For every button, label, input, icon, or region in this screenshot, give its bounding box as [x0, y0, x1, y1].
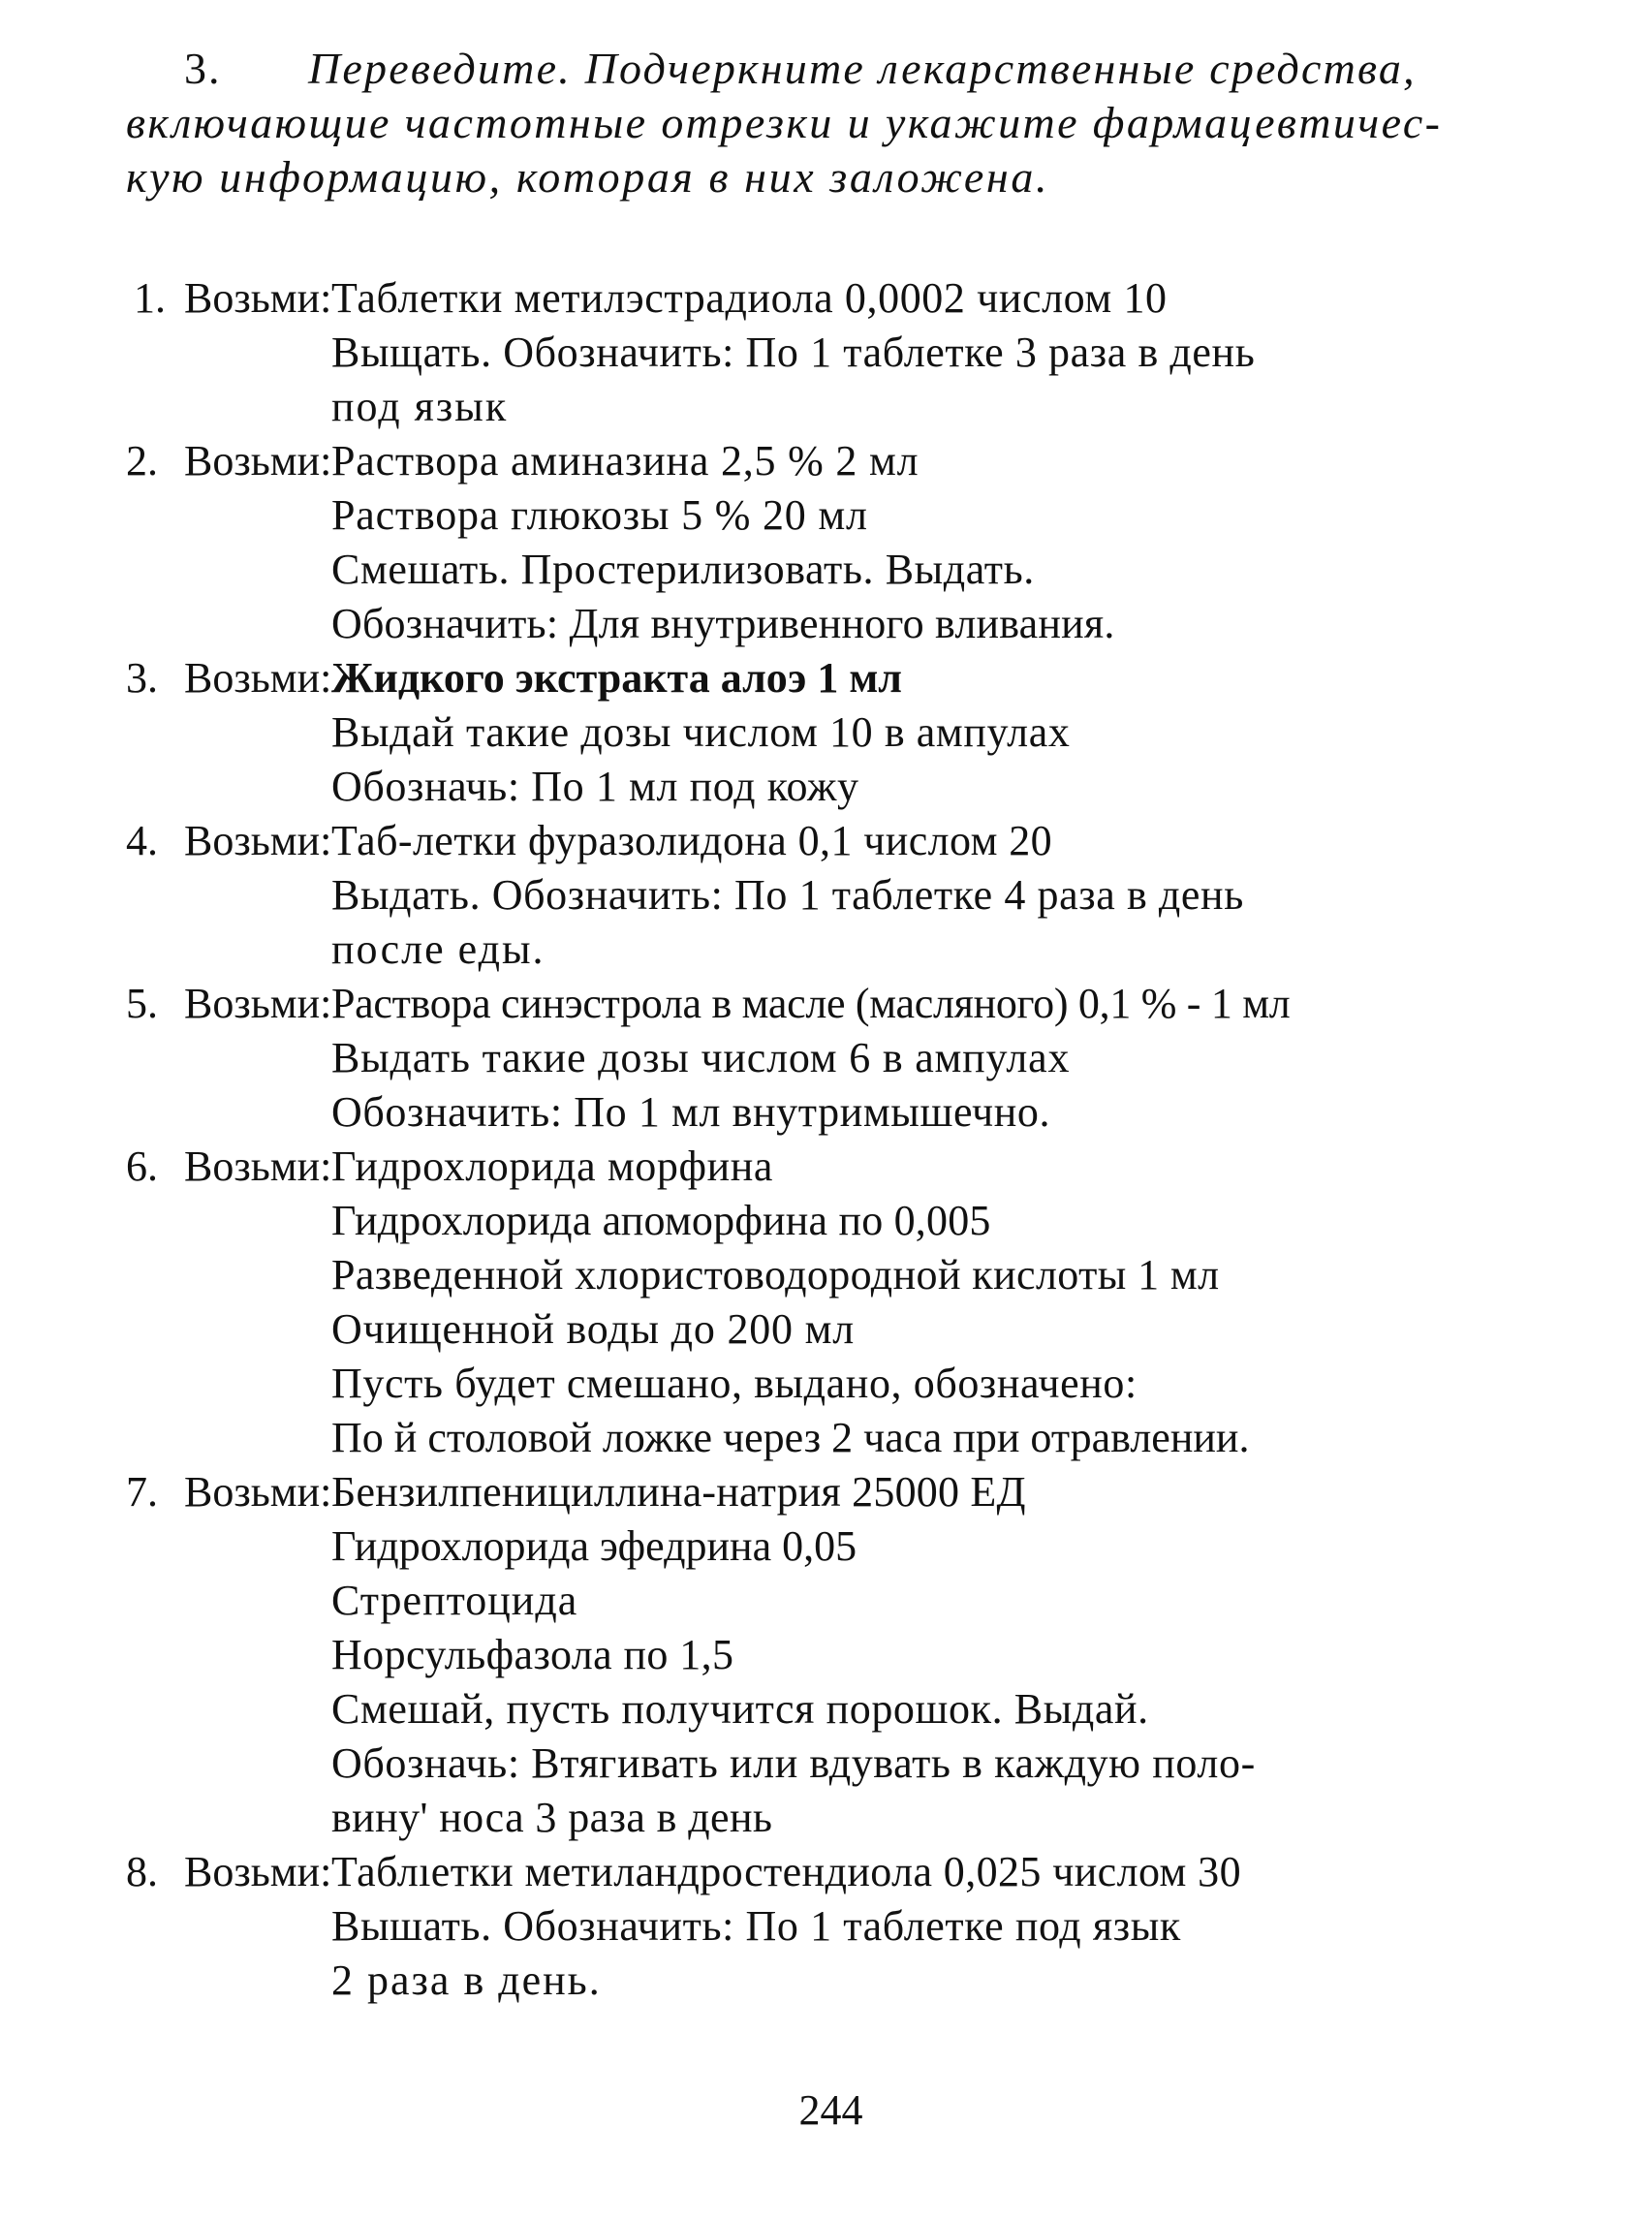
- prescription-line: Выщать. Обозначить: По 1 таблетке 3 раза в день: [331, 329, 1256, 376]
- prescription-line: Гидрохлорида морфина: [331, 1142, 773, 1190]
- prescription-verb: Возьми:: [184, 654, 332, 702]
- prescription-line: Таблетки метилэстрадиола 0,0002 числом 10: [331, 274, 1168, 322]
- task-instruction-line-3: кую информацию, которая в них заложена.: [126, 152, 1050, 202]
- prescription-verb: Возьми:: [184, 1468, 332, 1516]
- prescription-line: Таб-летки фуразолидона 0,1 числом 20: [331, 817, 1053, 864]
- prescription-line: под язык: [331, 383, 509, 430]
- prescription-line: Обозначить: Для внутривенного вливания.: [331, 600, 1115, 647]
- page-number: 244: [798, 2086, 863, 2134]
- prescription-line: Выдай такие дозы числом 10 в ампулах: [331, 708, 1071, 756]
- prescription-line: Гидрохлорида апоморфина по 0,005: [331, 1197, 991, 1244]
- prescription-line: Жидкого экстракта алоэ 1 мл: [331, 654, 902, 702]
- prescription-verb: Возьми:: [184, 1848, 332, 1895]
- prescription-verb: Возьми:: [184, 437, 332, 485]
- prescription-line: Обозначить: По 1 мл внутримышечно.: [331, 1088, 1051, 1136]
- prescription-line: Пусть будет смешано, выдано, обозначено:: [331, 1360, 1138, 1407]
- prescription-line: после еды.: [331, 925, 545, 973]
- prescription-line: Обозначь: По 1 мл под кожу: [331, 763, 859, 810]
- task-number: 3.: [184, 44, 222, 93]
- prescription-number: 5.: [126, 980, 158, 1027]
- prescription-number: 2.: [126, 437, 158, 485]
- prescription-number: 6.: [126, 1142, 158, 1190]
- prescription-number: 7.: [126, 1468, 158, 1516]
- prescription-line: Разведенной хлористоводородной кислоты 1 мл: [331, 1251, 1220, 1299]
- task-instruction-line-2: включающие частотные отрезки и укажите фармацевтичес-: [126, 98, 1443, 147]
- prescription-verb: Возьми:: [184, 1142, 332, 1190]
- prescription-number: 8.: [126, 1848, 158, 1895]
- prescription-line: Обозначь: Втягивать или вдувать в каждую поло-: [331, 1739, 1256, 1787]
- task-instruction-line-1: Переведите. Подчеркните лекарственные средства,: [308, 44, 1417, 93]
- prescription-line: Выдать. Обозначить: По 1 таблетке 4 раза в день: [331, 871, 1244, 919]
- prescription-line: Раствора аминазина 2,5 % 2 мл: [331, 437, 920, 485]
- prescription-line: Гидрохлорида эфедрина 0,05: [331, 1522, 857, 1570]
- prescription-line: Раствора синэстрола в масле (масляного) 0,1 % - 1 мл: [331, 980, 1291, 1027]
- prescription-verb: Возьми:: [184, 274, 332, 322]
- prescription-line: Очищенной воды до 200 мл: [331, 1305, 856, 1353]
- prescription-line: По й столовой ложке через 2 часа при отравлении.: [331, 1414, 1250, 1461]
- prescription-line: вину' носа 3 раза в день: [331, 1794, 773, 1841]
- prescription-line: Раствора глюкозы 5 % 20 мл: [331, 491, 868, 539]
- prescription-verb: Возьми:: [184, 980, 332, 1027]
- prescription-line: Бензилпенициллина-натрия 25000 ЕД: [331, 1468, 1026, 1516]
- prescription-line: Вышать. Обозначить: По 1 таблетке под язык: [331, 1902, 1181, 1950]
- prescription-line: Смешай, пусть получится порошок. Выдай.: [331, 1685, 1149, 1733]
- prescription-number: 3.: [126, 654, 158, 702]
- prescription-number: 4.: [126, 817, 158, 864]
- prescription-line: Смешать. Простерилизовать. Выдать.: [331, 546, 1035, 593]
- prescription-number: 1.: [134, 274, 166, 322]
- prescription-verb: Возьми:: [184, 817, 332, 864]
- prescription-line: 2 раза в день.: [331, 1956, 602, 2004]
- prescription-line: Таблıетки метиландростендиола 0,025 числом 30: [331, 1848, 1241, 1895]
- prescription-line: Выдать такие дозы числом 6 в ампулах: [331, 1034, 1071, 1081]
- prescription-line: Норсульфазола по 1,5: [331, 1631, 734, 1678]
- prescription-line: Стрептоцида: [331, 1577, 578, 1624]
